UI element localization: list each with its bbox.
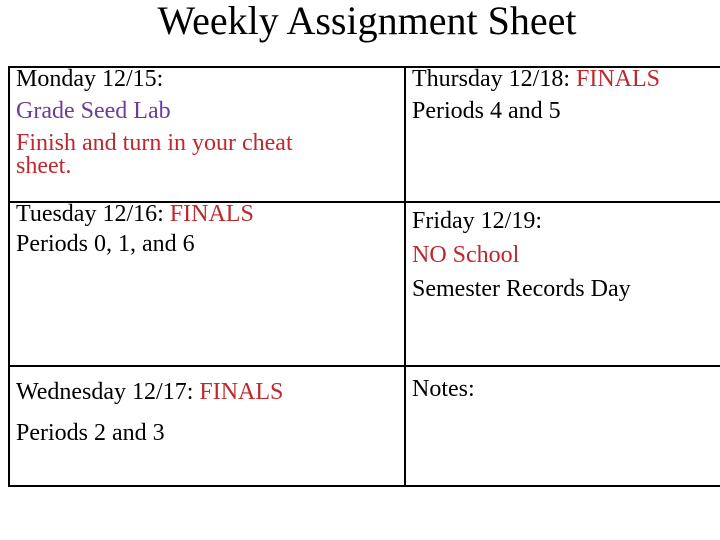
monday-item-cheat-sheet-line1: Finish and turn in your cheat <box>16 130 293 156</box>
thursday-periods: Periods 4 and 5 <box>412 98 561 124</box>
thursday-heading: Thursday 12/18: <box>412 66 576 92</box>
monday-heading: Monday 12/15: <box>16 66 164 92</box>
thursday-heading-row <box>412 63 660 95</box>
wednesday-heading: Wednesday 12/17: <box>16 379 200 405</box>
cell-notes <box>412 372 475 406</box>
column-divider <box>404 66 406 487</box>
cell-tuesday <box>16 199 254 259</box>
page-title: Weekly Assignment Sheet <box>157 0 577 43</box>
tuesday-status: FINALS <box>169 201 254 227</box>
thursday-status: FINALS <box>575 66 660 92</box>
wednesday-periods: Periods 2 and 3 <box>16 420 165 446</box>
cell-monday <box>16 63 293 179</box>
friday-records-day: Semester Records Day <box>412 276 631 302</box>
tuesday-heading-row <box>16 199 254 229</box>
monday-item-cheat-sheet-line2: sheet. <box>16 153 72 179</box>
wednesday-status: FINALS <box>199 379 284 405</box>
tuesday-heading: Tuesday 12/16: <box>16 201 170 227</box>
wednesday-heading-row <box>16 372 283 413</box>
cell-wednesday <box>16 372 283 454</box>
friday-heading: Friday 12/19: <box>412 208 542 234</box>
friday-no-school: NO School <box>412 242 520 268</box>
tuesday-periods: Periods 0, 1, and 6 <box>16 231 195 257</box>
cell-thursday <box>412 63 660 127</box>
row-divider-2 <box>8 365 720 367</box>
cell-friday <box>412 204 631 306</box>
monday-item-grade-seed-lab: Grade Seed Lab <box>16 98 171 124</box>
notes-heading: Notes: <box>412 376 475 402</box>
